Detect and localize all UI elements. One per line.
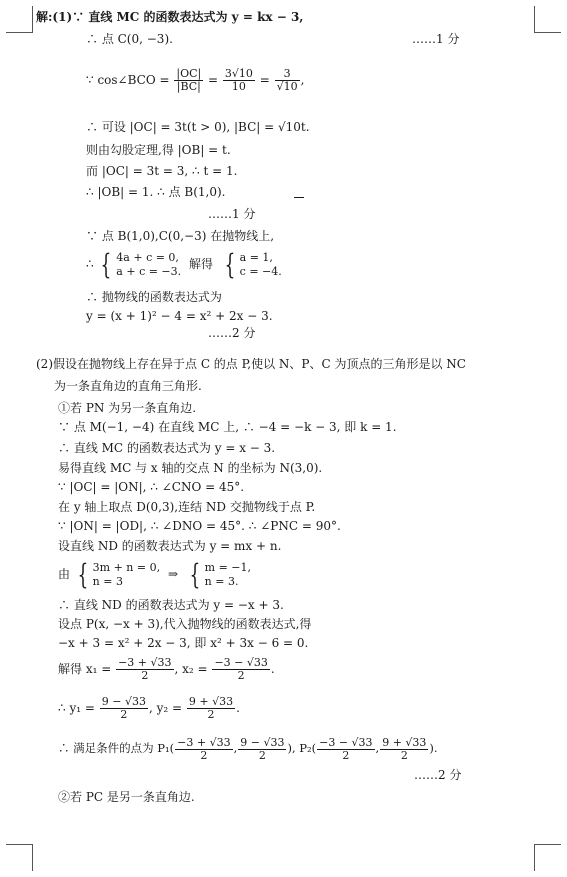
crop-mark-top-left — [6, 6, 33, 33]
part2-line-6: 易得直线 MC 与 x 轴的交点 N 的坐标为 N(3,0). — [58, 461, 323, 475]
roots-y: ∴ y₁ = $\frac{9 - √33}{2}$ , y₂ = $\frac{9 + √33}{2}$ . — [58, 695, 240, 721]
crop-mark-bottom-right — [534, 844, 561, 871]
part2-line-14: −x + 3 = x² + 2x − 3, 即 x² + 3x − 6 = 0. — [58, 636, 309, 650]
part2-line-18: ②若 PC 是另一条直角边. — [58, 790, 195, 804]
equation-system-1: ∴ { 4a + c = 0, a + c = −3. 解得 { a = 1, c = −4. — [86, 247, 282, 281]
solution-line-7: ∴ |OB| = 1. ∴ 点 B(1,0). — [86, 185, 226, 199]
solution-line-5: 则由勾股定理,得 |OB| = t. — [86, 143, 231, 157]
roots-x: 解得 x₁ = $\frac{-3 + √33}{2}$ , x₂ = $\frac{-3 - √33}{2}$ . — [58, 656, 275, 682]
solution-line-4: ∴ 可设 |OC| = 3t(t > 0), |BC| = √10t. — [86, 120, 310, 134]
part2-line-10: 设直线 ND 的函数表达式为 y = mx + n. — [58, 539, 282, 553]
fraction: $\frac{3√10}{10}$ — [224, 67, 253, 93]
solution-line-9: ∵ 点 B(1,0),C(0,−3) 在抛物线上, — [86, 229, 275, 243]
solution-line-12: y = (x + 1)² − 4 = x² + 2x − 3. — [86, 309, 273, 323]
part2-line-2: 为一条直角边的直角三角形. — [54, 379, 202, 393]
fraction: $\frac{-3 + √33}{2}$ — [118, 656, 172, 682]
fraction: $\frac{-3 - √33}{2}$ — [319, 735, 373, 762]
part2-line-7: ∵ |OC| = |ON|, ∴ ∠CNO = 45°. — [58, 480, 245, 494]
score-mark: ……1 分 — [208, 207, 256, 221]
fraction: $\frac{|OC|}{|BC|}$ — [176, 67, 202, 93]
crop-mark-bottom-left — [6, 844, 33, 871]
fraction: $\frac{3}{√10}$ — [276, 67, 298, 93]
fraction: $\frac{9 - √33}{2}$ — [101, 695, 146, 721]
fraction: $\frac{-3 - √33}{2}$ — [214, 656, 268, 682]
result-points: ∴ 满足条件的点为 P₁( $\frac{-3 + √33}{2}$ , $\frac{9 - √33}{2}$ ), P₂( $\frac{-3 - √33}{2}$ , $\frac{9 + √33}{2}$ ). — [58, 735, 438, 762]
score-mark: ……2 分 — [414, 768, 462, 782]
equation-system-2: 由 { 3m + n = 0, n = 3 ⇒ { m = −1, n = 3. — [58, 557, 252, 591]
solution-line-6: 而 |OC| = 3t = 3, ∴ t = 1. — [86, 164, 238, 178]
part2-line-3: ①若 PN 为另一条直角边. — [58, 401, 197, 415]
fraction: $\frac{9 + √33}{2}$ — [188, 695, 234, 721]
fraction: $\frac{-3 + √33}{2}$ — [177, 735, 231, 762]
part2-line-9: ∵ |ON| = |OD|, ∴ ∠DNO = 45°. ∴ ∠PNC = 90°. — [58, 519, 341, 533]
part2-line-4: ∵ 点 M(−1, −4) 在直线 MC 上, ∴ −4 = −k − 3, 即 k = 1. — [58, 420, 397, 434]
score-mark: ……2 分 — [208, 326, 256, 340]
solution-line-1: 解:(1)∵ 直线 MC 的函数表达式为 y = kx − 3, — [36, 10, 304, 24]
cosine-equation: ∵ cos∠BCO = $\frac{|OC|}{|BC|}$ = $\frac{3√10}{10}$ = $\frac{3}{√10}$ , — [86, 67, 305, 93]
stray-mark — [294, 197, 304, 198]
part2-line-13: 设点 P(x, −x + 3),代入抛物线的函数表达式,得 — [58, 617, 312, 631]
part2-line-8: 在 y 轴上取点 D(0,3),连结 ND 交抛物线于点 P. — [58, 500, 316, 514]
part2-line-5: ∴ 直线 MC 的函数表达式为 y = x − 3. — [58, 441, 276, 455]
part2-line-1: (2)假设在抛物线上存在异于点 C 的点 P,使以 N、P、C 为顶点的三角形是以 NC — [36, 357, 466, 371]
crop-mark-top-right — [534, 6, 561, 33]
fraction: $\frac{9 + √33}{2}$ — [382, 735, 427, 762]
score-mark: ……1 分 — [412, 32, 460, 46]
solution-line-11: ∴ 抛物线的函数表达式为 — [86, 290, 222, 304]
fraction: $\frac{9 - √33}{2}$ — [240, 735, 285, 762]
solution-line-2: ∴ 点 C(0, −3). — [86, 32, 173, 46]
part2-line-12: ∴ 直线 ND 的函数表达式为 y = −x + 3. — [58, 598, 284, 612]
